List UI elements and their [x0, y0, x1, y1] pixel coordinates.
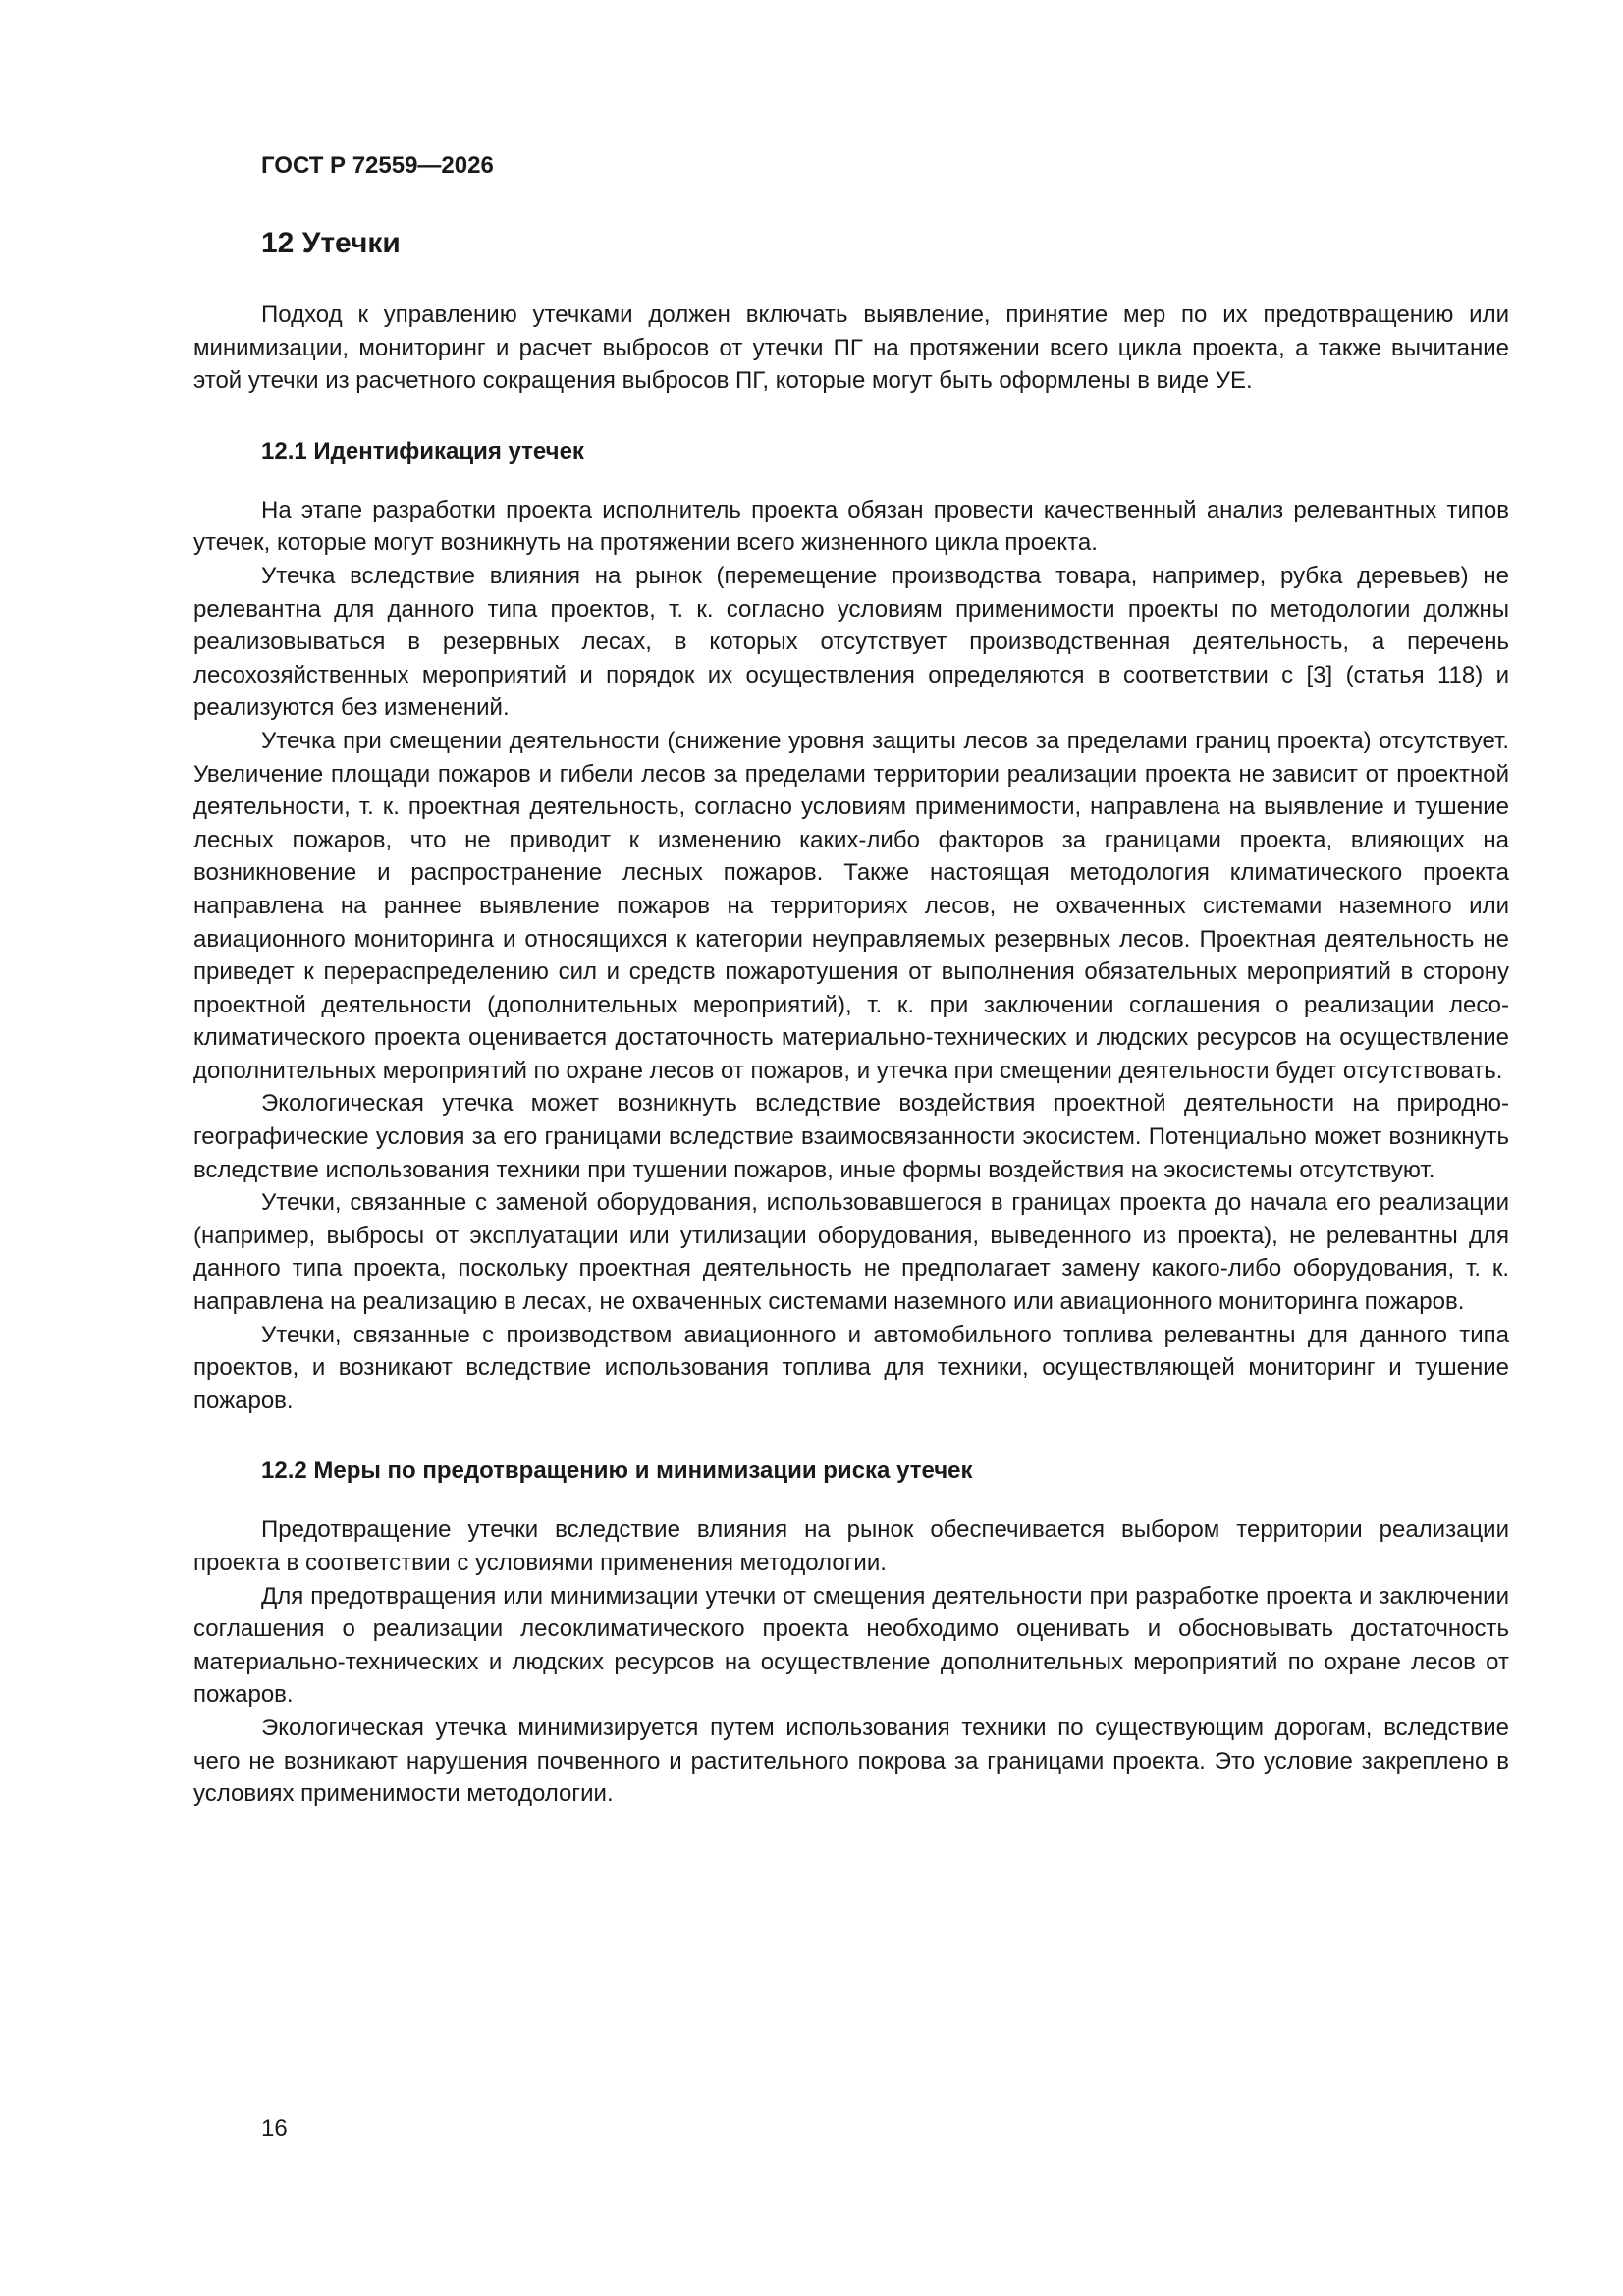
paragraph: Утечка вследствие влияния на рынок (перемещение производства товара, например, рубка деревьев) не релевантна для данного типа проектов, т. к. согласно условиям применимости проекты по методологии должны реализовываться в резервных лесах, в которых отсутствует производственная деятельность, а перечень лесохозяйственных мероприятий и порядок их осуществления определяются в соответствии с [3] (статья 118) и реализуются без изменений. — [193, 562, 1509, 722]
subsection-title-leak-identification: 12.1 Идентификация утечек — [261, 437, 584, 465]
section-intro-paragraph: Подход к управлению утечками должен включать выявление, принятие мер по их предотвращению или минимизации, мониторинг и расчет выбросов от утечки ПГ на протяжении всего цикла проекта, а также вычитание этой утечки из расчетного сокращения выбросов ПГ, которые могут быть оформлены в виде УЕ. — [193, 301, 1509, 395]
paragraph: Утечки, связанные с производством авиационного и автомобильного топлива релевантны для данного типа проектов, и возникают вследствие использования топлива для техники, осуществляющей мониторинг и тушение пожаров. — [193, 1321, 1509, 1414]
paragraph: Экологическая утечка может возникнуть вследствие воздействия проектной деятельности на природно-географические условия за его границами вследствие взаимосвязанности экосистем. Потенциально может возникнуть вследствие использования техники при тушении пожаров, иные формы воздействия на экосистемы отсутствуют. — [193, 1090, 1509, 1183]
paragraph: Утечка при смещении деятельности (снижение уровня защиты лесов за пределами границ проекта) отсутствует. Увеличение площади пожаров и гибели лесов за пределами территории реализации проекта не зависит от проектной деятельности, т. к. проектная деятельность, согласно условиям применимости, направлена на выявление и тушение лесных пожаров, что не приводит к изменению каких-либо факторов за границами проекта, влияющих на возникновение и распространение лесных пожаров. Также настоящая методология климатического проекта направлена на раннее выявление пожаров на территориях лесов, не охваченных системами наземного или авиационного мониторинга и относящихся к категории неуправляемых резервных лесов. Проектная деятельность не приведет к перераспределению сил и средств пожаротушения от выполнения обязательных мероприятий в сторону проектной деятельности (дополнительных мероприятий), т. к. при заключении соглашения о реализации лесоклиматического проекта оценивается достаточность материально-технических и людских ресурсов на осуществление дополнительных мероприятий по охране лесов от пожаров, и утечка при смещении деятельности будет отсутствовать. — [193, 727, 1509, 1084]
paragraph: Экологическая утечка минимизируется путем использования техники по существующим дорогам, вследствие чего не возникают нарушения почвенного и растительного покрова за границами проекта. Это условие закреплено в условиях применимости методологии. — [193, 1714, 1509, 1808]
document-code-header: ГОСТ Р 72559—2026 — [261, 152, 494, 179]
section-title: 12 Утечки — [261, 227, 401, 259]
page-number: 16 — [261, 2115, 288, 2142]
page-content — [193, 224, 1509, 1811]
paragraph: Предотвращение утечки вследствие влияния на рынок обеспечивается выбором территории реализации проекта в соответствии с условиями применения методологии. — [193, 1516, 1509, 1576]
paragraph: Для предотвращения или минимизации утечки от смещения деятельности при разработке проекта и заключении соглашения о реализации лесоклиматического проекта необходимо оценивать и обосновывать достаточность материально-технических и людских ресурсов на осуществление дополнительных мероприятий по охране лесов от пожаров. — [193, 1582, 1509, 1709]
paragraph: Утечки, связанные с заменой оборудования, использовавшегося в границах проекта до начала его реализации (например, выбросы от эксплуатации или утилизации оборудования, выведенного из проекта), не релевантны для данного типа проекта, поскольку проектная деятельность не предполагает замену какого-либо оборудования, т. к. направлена на реализацию в лесах, не охваченных системами наземного или авиационного мониторинга пожаров. — [193, 1189, 1509, 1316]
paragraph: На этапе разработки проекта исполнитель проекта обязан провести качественный анализ релевантных типов утечек, которые могут возникнуть на протяжении всего жизненного цикла проекта. — [193, 496, 1509, 557]
subsection-title-leak-prevention: 12.2 Меры по предотвращению и минимизации риска утечек — [261, 1457, 973, 1485]
